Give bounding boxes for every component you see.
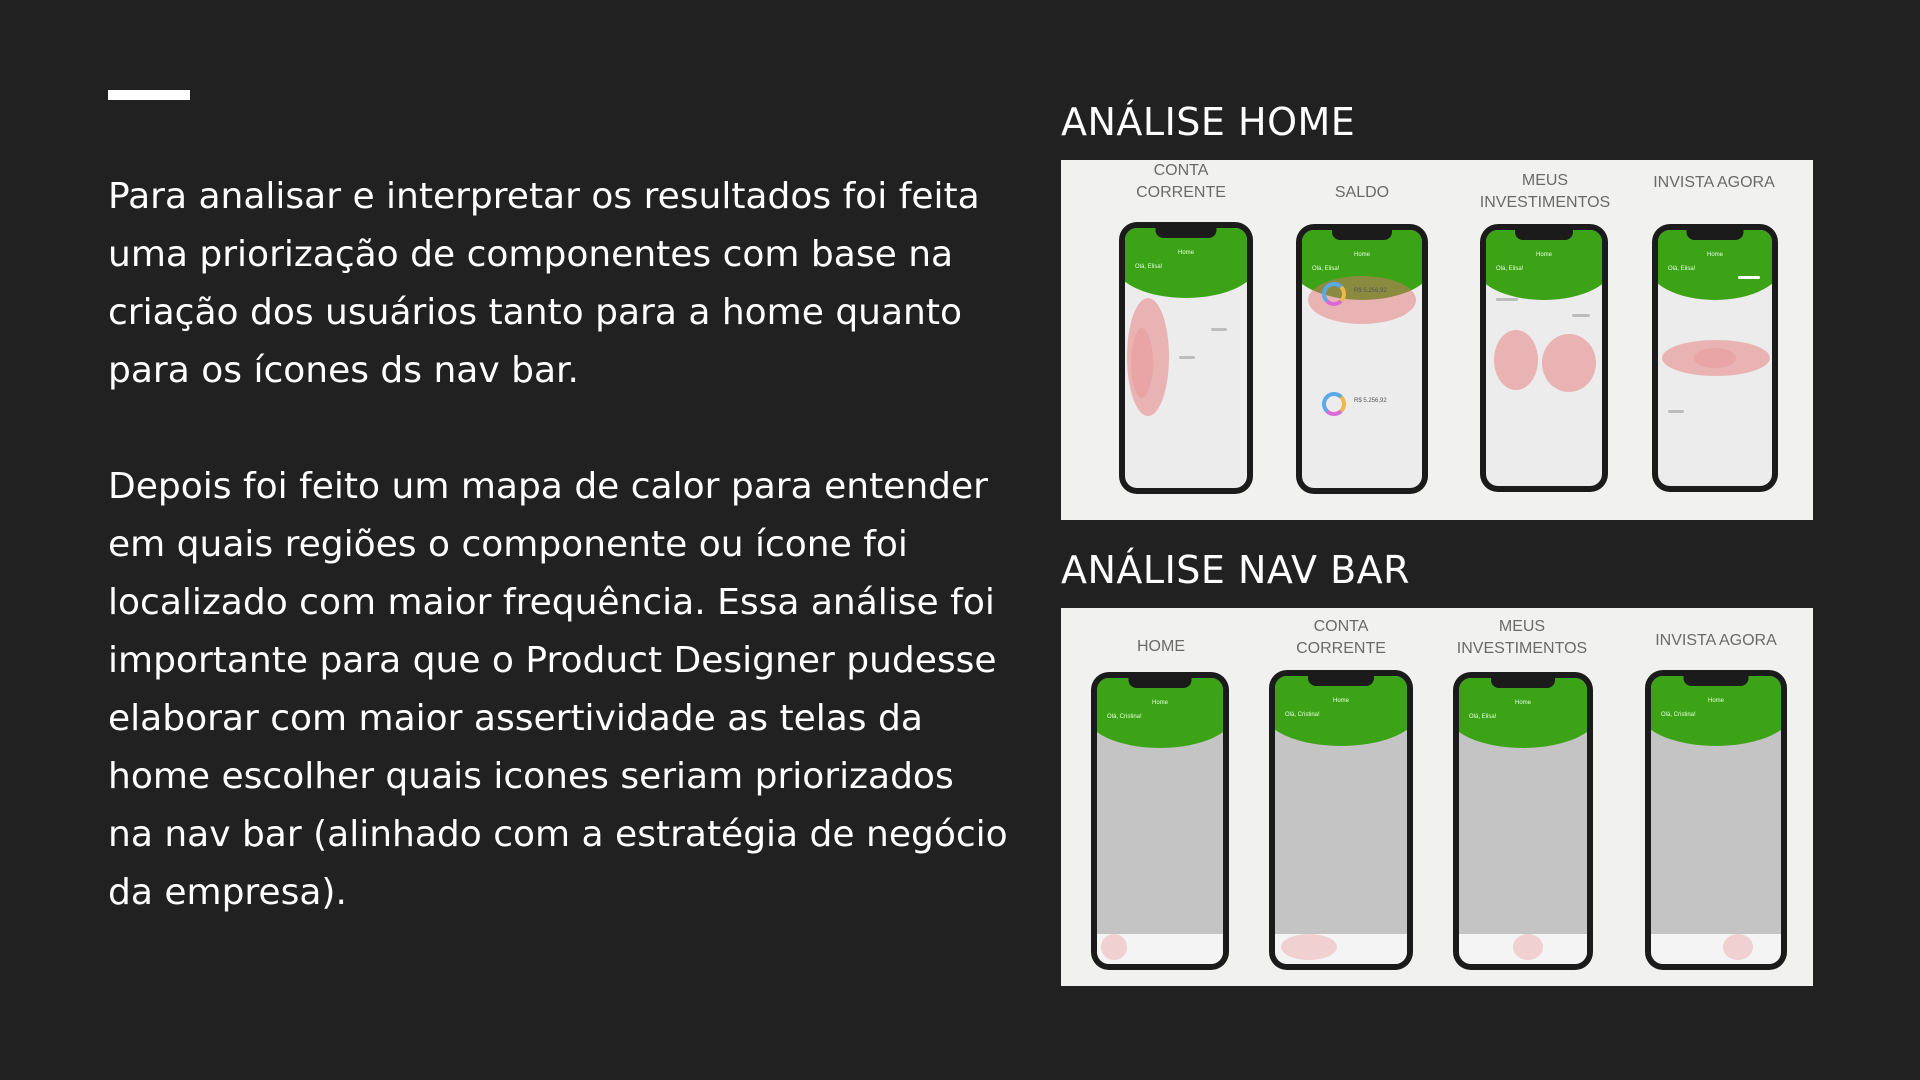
analysis-home-image [1061,160,1813,520]
app-header-green [1486,230,1602,300]
phone-notch [1684,676,1749,686]
phone-mockup [1645,670,1787,970]
screen-greeting: Olá, Cristina! [1661,712,1696,718]
screen-greeting: Olá, Elisa! [1496,266,1524,272]
phone-screen [1275,676,1407,964]
analysis-nav-title: ANÁLISE NAV BAR [1061,548,1411,592]
phone-label: MEUS INVESTIMENTOS [1456,618,1588,657]
phone-notch [1491,678,1555,688]
menu-item [1668,410,1684,413]
phone-label: INVISTA AGORA [1655,632,1777,649]
heatmap-area-core [1131,328,1153,398]
phone-notch [1332,230,1392,240]
screen-header: Home [1706,252,1723,258]
app-header-green [1125,228,1247,298]
phone-screen [1658,230,1772,486]
phone-notch [1515,230,1573,240]
phone-label: INVISTA AGORA [1653,174,1775,191]
menu-item [1496,298,1518,301]
screen-header: Home [1707,698,1724,704]
screen-greeting: Olá, Cristina! [1107,714,1142,720]
paragraph-1: Para analisar e interpretar os resultados foi feita uma priorização de componentes com base na criação dos usuários tanto para a home quanto para os ícones ds nav bar. [108,176,980,391]
screen-header: Home [1514,700,1531,706]
app-header-green [1658,230,1772,300]
phone-notch [1156,228,1217,238]
phone-label: SALDO [1334,184,1390,201]
phone-mockup [1453,672,1593,970]
balance-chart-icon [1322,282,1346,306]
screen-header: Home [1353,252,1370,258]
phone-notch [1308,676,1374,686]
heatmap-area [1101,934,1127,960]
heatmap-area [1723,934,1753,960]
screen-greeting: Olá, Cristina! [1285,712,1320,718]
phone-screen [1651,676,1781,964]
balance-chart-icon [1322,392,1346,416]
phone-screen [1459,678,1587,964]
screen-header: Home [1332,698,1349,704]
screen-greeting: Olá, Elisa! [1135,264,1163,270]
balance-value: R$ 5.256,92 [1354,398,1387,404]
menu-item [1738,276,1760,279]
phone-mockup [1091,672,1229,970]
analysis-nav-image [1061,608,1813,986]
phone-label: CONTA CORRENTE [1296,618,1386,657]
phone-mockup [1480,224,1608,492]
screen-greeting: Olá, Elisa! [1668,266,1696,272]
phone-screen [1302,230,1422,488]
phone-screen [1125,228,1247,488]
heatmap-area [1542,334,1596,392]
screen-header: Home [1177,250,1194,256]
phone-mockup [1269,670,1413,970]
app-header-green [1275,676,1407,746]
heatmap-area [1494,330,1538,390]
phone-notch [1687,230,1744,240]
paragraph-2: Depois foi feito um mapa de calor para entender em quais regiões o componente ou ícone foi localizado com maior frequência. Essa análise foi importante para que o Product Designer pudesse elaborar com maior assertividade as telas da home escolher quais icones seriam priorizados na nav bar (alinhado com a estratégia de negócio da empresa). [108,466,1008,913]
phone-mockup [1652,224,1778,492]
menu-item [1179,356,1195,359]
phone-mockup [1296,224,1428,494]
phone-label: HOME [1137,638,1185,655]
phone-label: CONTA CORRENTE [1136,162,1226,201]
body-text [108,168,1008,922]
accent-bar [108,90,190,100]
phone-screen [1097,678,1223,964]
app-header-green [1459,678,1587,748]
balance-value: R$ 5.256,92 [1354,288,1387,294]
heatmap-area-core [1694,348,1736,368]
phone-notch [1129,678,1192,688]
screen-greeting: Olá, Elisa! [1312,266,1340,272]
heatmap-area [1281,934,1337,960]
screen-header: Home [1151,700,1168,706]
app-header-green [1651,676,1781,746]
screen-greeting: Olá, Elisa! [1469,714,1497,720]
screen-header: Home [1535,252,1552,258]
analysis-home-title: ANÁLISE HOME [1061,100,1356,144]
phone-screen [1486,230,1602,486]
menu-item [1572,314,1590,317]
heatmap-area [1513,934,1543,960]
phone-label: MEUS INVESTIMENTOS [1479,172,1611,211]
app-header-green [1097,678,1223,748]
phone-mockup [1119,222,1253,494]
menu-item [1211,328,1227,331]
nav-bar [1651,934,1781,964]
